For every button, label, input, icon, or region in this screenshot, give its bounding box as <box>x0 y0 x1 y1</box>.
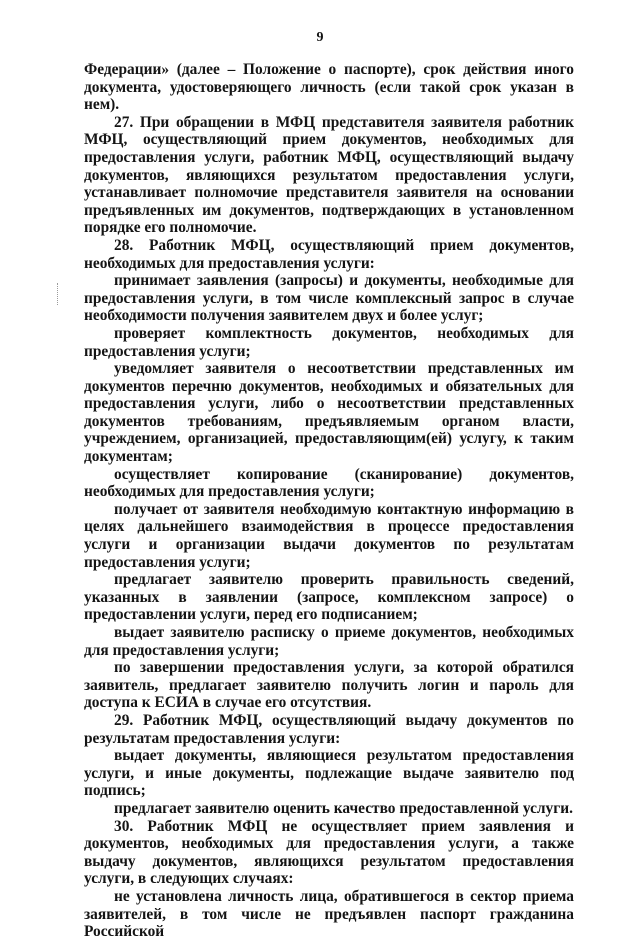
paragraph-29: 29. Работник МФЦ, осуществляющий выдачу документов по результатам предоставления услуги: <box>84 711 574 747</box>
paragraph-29-item: предлагает заявителю оценить качество предоставленной услуги. <box>114 799 573 817</box>
paragraph-28-item: получает от заявителя необходимую контактную информацию в целях дальнейшего взаимодействия в процессе предоставления услуги и организации выдачи документов по результатам предоставления услуги; <box>84 500 574 571</box>
paragraph-28-item: осуществляет копирование (сканирование) документов, необходимых для предоставления услуги; <box>84 465 574 501</box>
document-body <box>84 61 574 941</box>
paragraph-28-item: выдает заявителю расписку о приеме документов, необходимых для предоставления услуги; <box>84 624 574 659</box>
paragraph-28-item: уведомляет заявителя о несоответствии представленных им документов перечню документов, необходимых и обязательных для предоставления услуги, либо о несоответствии представленных документов требованиям, предъявляемым органом власти, учреждением, организацией, предоставляющим(ей) услугу, к таким документам; <box>84 360 574 466</box>
paragraph-28: 28. Работник МФЦ, осуществляющий прием документов, необходимых для предоставления услуги: <box>84 236 574 272</box>
paragraph-30: 30. Работник МФЦ не осуществляет прием заявления и документов, необходимых для предоставления услуги, а также выдачу документов, являющихся результатом предоставления услуги, в следующих случаях: <box>84 817 574 888</box>
margin-mark <box>57 283 59 305</box>
paragraph-28-item: по завершении предоставления услуги, за которой обратился заявитель, предлагает заявителю получить логин и пароль для доступа к ЕСИА в случае его отсутствия. <box>84 659 574 712</box>
paragraph-28-item: проверяет комплектность документов, необходимых для предоставления услуги; <box>84 324 574 360</box>
paragraph-continuation: Федерации» (далее – Положение о паспорте), срок действия иного документа, удостоверяющего личность (если такой срок указан в нем). <box>84 61 574 114</box>
paragraph-28-item: предлагает заявителю проверить правильность сведений, указанных в заявлении (запросе, комплексном запросе) о предоставлении услуги, перед его подписанием; <box>84 571 574 624</box>
paragraph-30-item: не установлена личность лица, обратившегося в сектор приема заявителей, в том числе не предъявлен паспорт гражданина Российской <box>84 887 574 941</box>
page-number: 9 <box>316 30 324 45</box>
paragraph-29-item: выдает документы, являющиеся результатом предоставления услуги, и иные документы, подлежащие выдаче заявителю под подпись; <box>84 747 574 800</box>
paragraph-27: 27. При обращении в МФЦ представителя заявителя работник МФЦ, осуществляющий прием документов, необходимых для предоставления услуги, работник МФЦ, осуществляющий выдачу документов, являющихся результатом предоставления услуги, устанавливает полномочие представителя заявителя на основании предъявленных им документов, подтверждающих в установленном порядке его полномочие. <box>84 113 574 237</box>
paragraph-28-item: принимает заявления (запросы) и документы, необходимые для предоставления услуги, в том числе комплексный запрос в случае необходимости получения заявителем двух и более услуг; <box>84 272 574 325</box>
